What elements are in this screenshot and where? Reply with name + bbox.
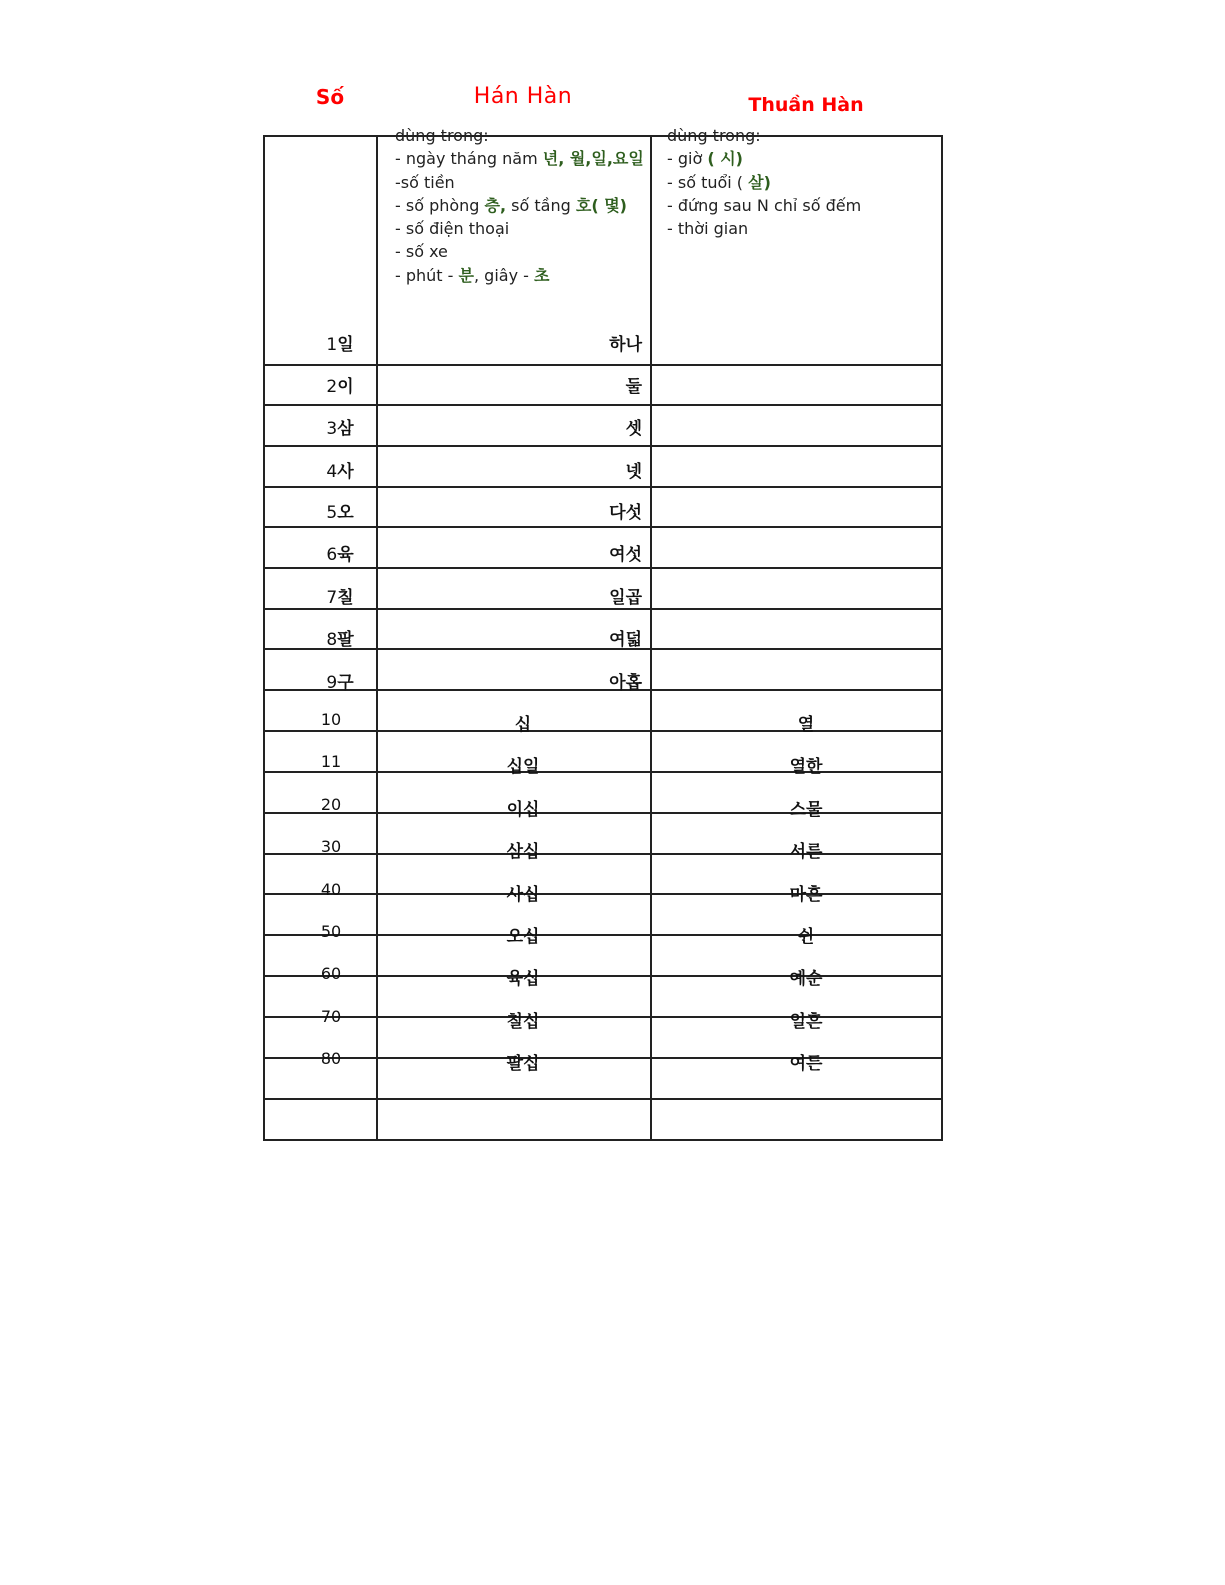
native-word: 스물	[789, 800, 823, 820]
number-cell: 3삼	[326, 419, 354, 439]
table-rule	[376, 135, 378, 1141]
number-cell: 50	[320, 922, 342, 941]
table-rule	[263, 364, 943, 366]
usage-line: - thời gian	[667, 219, 749, 239]
native-word: 마흔	[789, 885, 823, 905]
number-cell: 40	[320, 880, 342, 899]
table-rule	[650, 135, 652, 1141]
native-word: 열한	[789, 757, 823, 777]
table-rule	[263, 567, 943, 569]
usage-line: - ngày tháng năm 년, 월,일,요일	[395, 149, 644, 169]
usage-title: dùng trong:	[395, 126, 489, 145]
usage-line: - số phòng 층, số tầng 호( 몇)	[395, 195, 627, 215]
native-word: 넷	[625, 462, 642, 482]
table-rule	[263, 608, 943, 610]
han-word: 십일	[506, 757, 540, 777]
table-rule	[263, 689, 943, 691]
number-cell: 20	[320, 795, 342, 814]
number-cell: 60	[320, 964, 342, 983]
number-cell: 80	[320, 1049, 342, 1068]
table-rule	[263, 975, 943, 977]
table-rule	[263, 486, 943, 488]
table-rule	[263, 730, 943, 732]
native-word: 하나	[609, 335, 642, 355]
han-word: 칠십	[506, 1012, 540, 1032]
usage-line: - đứng sau N chỉ số đếm	[667, 195, 862, 215]
number-cell: 9구	[326, 673, 354, 693]
usage-line: - phút - 분, giây - 초	[395, 265, 550, 285]
native-word: 여든	[789, 1054, 823, 1074]
number-cell: 1일	[326, 335, 354, 355]
header-so: Số	[315, 85, 345, 109]
usage-line: - số điện thoại	[395, 219, 510, 239]
header-han-han: Hán Hàn	[473, 84, 573, 109]
han-word: 오십	[506, 927, 540, 947]
native-word: 서른	[789, 842, 823, 862]
usage-line: - số xe	[395, 242, 448, 262]
number-cell: 5오	[326, 503, 354, 523]
number-cell: 30	[320, 837, 342, 856]
native-word: 셋	[625, 419, 642, 439]
native-word: 일곱	[609, 588, 642, 608]
usage-line: - giờ ( 시)	[667, 149, 743, 169]
native-word: 아홉	[609, 673, 642, 693]
number-cell: 7칠	[326, 588, 354, 608]
header-thuan-han: Thuần Hàn	[748, 94, 864, 116]
table-rule	[263, 1139, 943, 1141]
table-rule	[263, 893, 943, 895]
table-rule	[263, 934, 943, 936]
number-cell: 70	[320, 1007, 342, 1026]
native-word: 여덟	[609, 630, 642, 650]
table-rule	[263, 771, 943, 773]
usage-line: - số tuổi ( 살)	[667, 172, 771, 192]
han-word: 육십	[506, 969, 540, 989]
han-word: 팔십	[506, 1054, 540, 1074]
table-rule	[263, 445, 943, 447]
native-word: 다섯	[609, 503, 642, 523]
native-word: 여섯	[609, 545, 642, 565]
usage-title: dùng trong:	[667, 126, 761, 145]
table-rule	[263, 853, 943, 855]
number-cell: 4사	[326, 462, 354, 482]
number-cell: 10	[320, 710, 342, 729]
han-word: 이십	[506, 800, 540, 820]
han-word: 십	[514, 715, 532, 735]
number-cell: 6육	[326, 545, 354, 565]
native-word: 예순	[789, 969, 823, 989]
table-rule	[263, 135, 265, 1141]
thuan-usage-notes	[667, 124, 861, 240]
native-word: 일흔	[789, 1012, 823, 1032]
number-cell: 11	[320, 752, 342, 771]
table-rule	[263, 1057, 943, 1059]
table-rule	[941, 135, 943, 1141]
table-rule	[263, 526, 943, 528]
usage-line: -số tiền	[395, 172, 455, 192]
table-rule	[263, 1098, 943, 1100]
han-word: 사십	[506, 885, 540, 905]
native-word: 열	[797, 715, 815, 735]
table-rule	[263, 1016, 943, 1018]
han-usage-notes	[395, 124, 644, 287]
number-cell: 2이	[326, 377, 354, 397]
table-rule	[263, 648, 943, 650]
han-word: 삼십	[506, 842, 540, 862]
native-word: 쉰	[797, 927, 815, 947]
table-rule	[263, 404, 943, 406]
table-rule	[263, 812, 943, 814]
native-word: 둘	[625, 377, 642, 397]
number-cell: 8팔	[326, 630, 354, 650]
